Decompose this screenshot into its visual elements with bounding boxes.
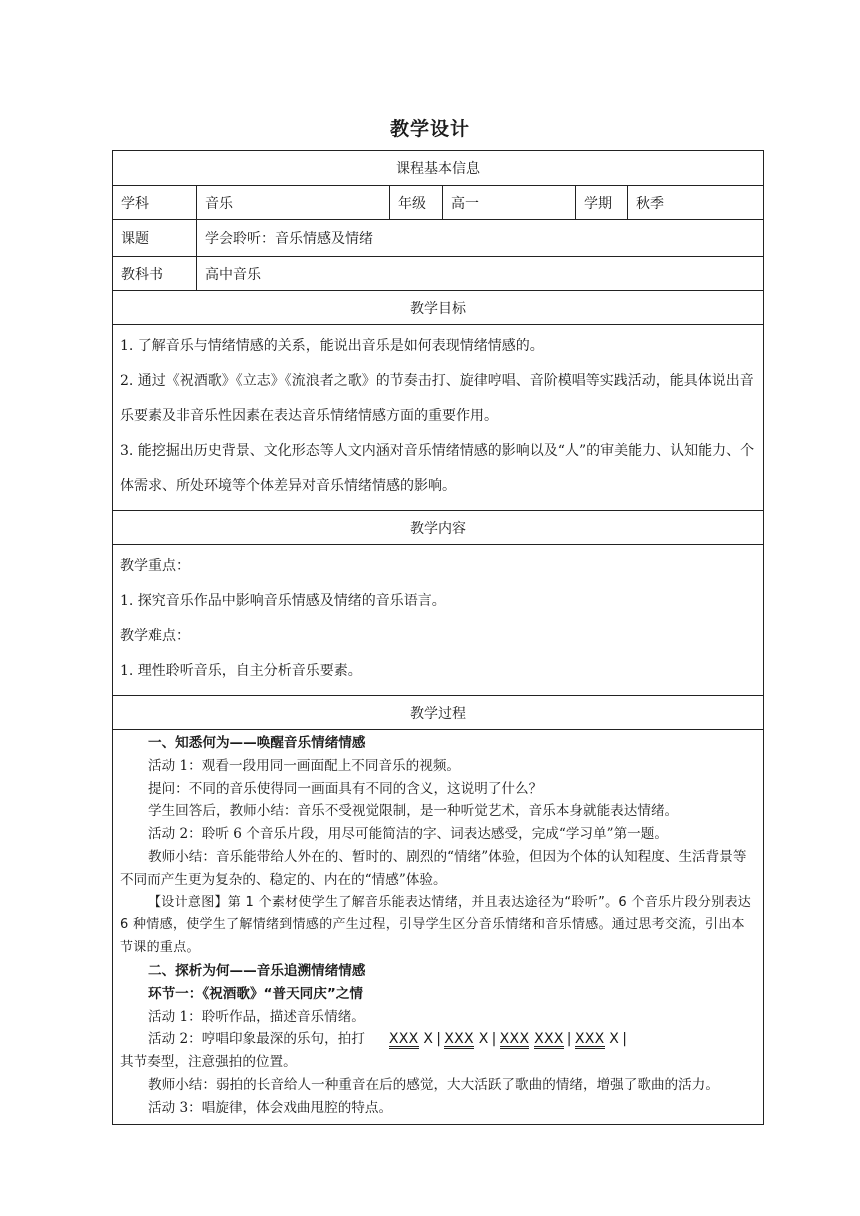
paragraph: 活动 3：唱旋律，体会戏曲甩腔的特点。 [148,1099,393,1116]
paragraph: 活动 2：哼唱印象最深的乐句，拍打 [148,1031,365,1048]
objective-item: 1. 了解音乐与情绪情感的关系，能说出音乐是如何表现情绪情感的。 [120,338,544,354]
paragraph: 提问：不同的音乐使得同一画面具有不同的含义，这说明了什么？ [148,780,543,797]
process-header-row [113,695,763,729]
content-header-row [113,510,763,544]
content-list [113,545,763,695]
paragraph: 活动 1：观看一段用同一画面配上不同音乐的视频。 [148,757,461,774]
grade-value: 高一 [442,186,575,219]
document-title: 教学设计 [389,118,470,140]
subject-label: 学科 [121,195,149,212]
objectives-body-row [113,324,763,510]
topic-label: 课题 [121,231,149,247]
course-info-header: 课程基本信息 [396,161,480,177]
rhythm-note: X [609,1031,620,1048]
rhythm-line [120,1028,756,1051]
content-header: 教学内容 [410,520,466,537]
rhythm-note: X [423,1031,434,1048]
objectives-header: 教学目标 [410,300,466,317]
rhythm-notation [389,1028,630,1051]
barline: | [436,1031,442,1048]
paragraph: 学生回答后，教师小结：音乐不受视觉限制，是一种听觉艺术，音乐本身就能表达情绪。 [148,803,679,820]
course-info-header-row [113,151,763,185]
textbook-value: 高中音乐 [196,257,763,290]
barline: | [566,1031,572,1048]
grade-label: 年级 [389,186,442,219]
paragraph: 活动 1：聆听作品，描述音乐情绪。 [148,1008,365,1025]
content-body-row [113,544,763,695]
rhythm-group: XXX [388,1031,419,1048]
course-meta-row [113,185,763,219]
paragraph: 其节奏型，注意强拍的位置。 [120,1054,297,1071]
rhythm-group: XXX [444,1031,474,1048]
objectives-header-row [113,290,763,324]
difficulty-item: 1. 理性聆听音乐，自主分析音乐要素。 [120,663,362,679]
topic-row [113,219,763,256]
rhythm-group: XXX [534,1031,564,1048]
rhythm-note: X [478,1031,489,1048]
section-1-title: 一、知悉何为——唤醒音乐情绪情感 [148,735,366,751]
topic-value: 学会聆听：音乐情感及情绪 [196,220,763,256]
term-value: 秋季 [627,186,763,219]
paragraph: 教师小结：音乐能带给人外在的、暂时的、剧烈的“情绪”体验，但因为个体的认知程度、生活背景等不同而产生更为复杂的、稳定的、内在的“情感”体验。 [120,848,747,888]
key-point-item: 1. 探究音乐作品中影响音乐情感及情绪的音乐语言。 [120,593,446,609]
lesson-plan-table [112,150,764,1125]
textbook-row [113,256,763,290]
section-2-title: 二、探析为何——音乐追溯情绪情感 [148,962,366,979]
key-points-label: 教学重点： [120,558,190,574]
subject-value: 音乐 [196,186,389,219]
objective-item: 3. 能挖掘出历史背景、文化形态等人文内涵对音乐情绪情感的影响以及“人”的审美能力、认知能力、个体需求、所处环境等个体差异对音乐情绪情感的影响。 [120,443,755,494]
term-label: 学期 [575,186,627,219]
objectives-list [113,325,763,510]
design-intent: 【设计意图】第 1 个素材使学生了解音乐能表达情绪，并且表达途径为“聆听”。6 个音乐片段分别表达 6 种情感，使学生了解情绪到情感的产生过程，引导学生区分音乐情绪和音乐情感。通过思考交流，引出本节课的重点。 [120,894,752,956]
barline: | [491,1031,497,1048]
process-header: 教学过程 [410,705,466,722]
paragraph: 活动 2：聆听 6 个音乐片段，用尽可能简洁的字、词表达感受，完成“学习单”第一题。 [148,826,668,843]
process-body-row [113,729,763,1124]
objective-item: 2. 通过《祝酒歌》《立志》《流浪者之歌》的节奏击打、旋律哼唱、音阶模唱等实践活动，能具体说出音乐要素及非音乐性因素在表达音乐情绪情感方面的重要作用。 [120,373,754,424]
rhythm-group: XXX [574,1031,605,1048]
barline: | [622,1031,628,1048]
subsection-1-title: 环节一：《祝酒歌》“普天同庆”之情 [148,985,363,1002]
rhythm-group: XXX [499,1031,530,1048]
textbook-label: 教科书 [121,266,163,283]
process-content [113,730,763,1124]
difficulty-label: 教学难点： [120,628,190,644]
paragraph: 教师小结：弱拍的长音给人一种重音在后的感觉，大大活跃了歌曲的情绪，增强了歌曲的活力。 [148,1076,719,1093]
